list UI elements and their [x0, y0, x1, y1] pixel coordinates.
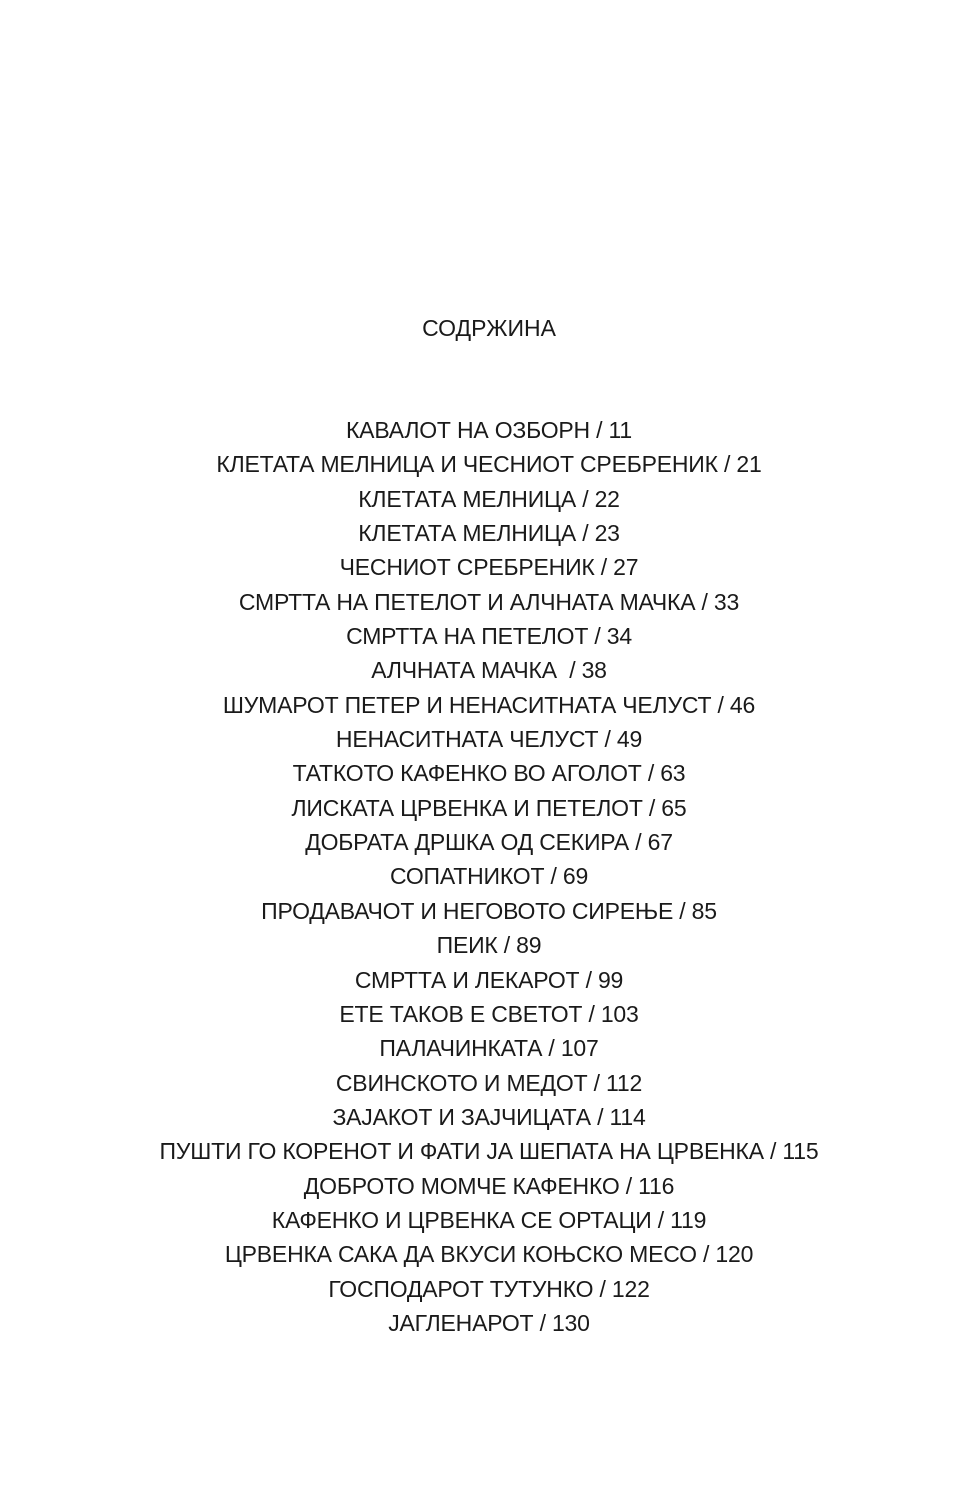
toc-entry: ПАЛАЧИНКАТА / 107	[379, 1035, 599, 1062]
toc-entry: ШУМАРОТ ПЕТЕР И НЕНАСИТНАТА ЧЕЛУСТ / 46	[222, 691, 756, 718]
toc-entry: СМРТТА И ЛЕКАРОТ / 99	[354, 966, 624, 993]
toc-entry: АЛЧНАТА МАЧКА / 38	[371, 657, 607, 684]
toc-entry: ГОСПОДАРОТ ТУТУНКО / 122	[328, 1275, 650, 1302]
toc-entry: ЗАЈАКОТ И ЗАЈЧИЦАТА / 114	[332, 1103, 646, 1130]
table-of-contents	[0, 413, 978, 1340]
toc-entry: НЕНАСИТНАТА ЧЕЛУСТ / 49	[335, 726, 643, 753]
toc-entry: ЛИСКАТА ЦРВЕНКА И ПЕТЕЛОТ / 65	[291, 794, 687, 821]
toc-entry: ЦРВЕНКА САКА ДА ВКУСИ КОЊСКО МЕСО / 120	[224, 1241, 754, 1268]
toc-entry: ПЕИК / 89	[436, 932, 542, 959]
toc-entry: ЧЕСНИОТ СРЕБРЕНИК / 27	[339, 554, 639, 581]
toc-entry: ЕТЕ ТАКОВ Е СВЕТОТ / 103	[339, 1000, 639, 1027]
toc-entry: СОПАТНИКОТ / 69	[389, 863, 589, 890]
toc-entry: КАВАЛОТ НА ОЗБОРН / 11	[345, 417, 633, 443]
toc-entry: КЛЕТАТА МЕЛНИЦА И ЧЕСНИОТ СРЕБРЕНИК / 21	[216, 451, 762, 478]
toc-entry: ПРОДАВАЧОТ И НЕГОВОТО СИРЕЊЕ / 85	[261, 897, 717, 924]
page-title: СОДРЖИНА	[422, 315, 556, 341]
toc-entry: КАФЕНКО И ЦРВЕНКА СЕ ОРТАЦИ / 119	[271, 1206, 707, 1233]
toc-entry: ПУШТИ ГО КОРЕНОТ И ФАТИ ЈА ШЕПАТА НА ЦРВЕНКА / 115	[159, 1138, 819, 1165]
toc-entry: СВИНСКОТО И МЕДОТ / 112	[335, 1069, 643, 1096]
toc-entry: ТАТКОТО КАФЕНКО ВО АГОЛОТ / 63	[292, 760, 686, 787]
toc-entry: ДОБРАТА ДРШКА ОД СЕКИРА / 67	[305, 829, 673, 856]
toc-entry: СМРТТА НА ПЕТЕЛОТ И АЛЧНАТА МАЧКА / 33	[238, 588, 740, 615]
toc-entry: ЈАГЛЕНАРОТ / 130	[388, 1309, 590, 1336]
toc-entry: ДОБРОТО МОМЧЕ КАФЕНКО / 116	[303, 1172, 675, 1199]
toc-entry: СМРТТА НА ПЕТЕЛОТ / 34	[346, 623, 632, 650]
toc-entry: КЛЕТАТА МЕЛНИЦА / 22	[358, 485, 620, 512]
toc-entry: КЛЕТАТА МЕЛНИЦА / 23	[358, 520, 620, 547]
